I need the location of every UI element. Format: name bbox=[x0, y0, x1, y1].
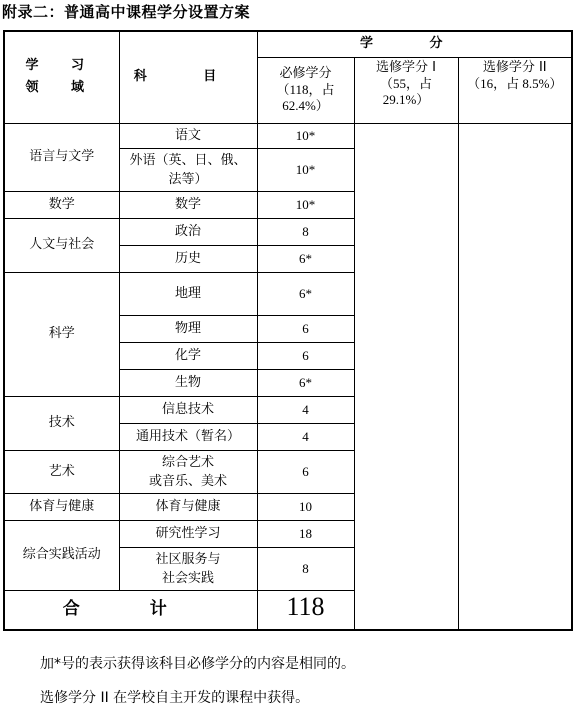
header-elective-2: 选修学分 II （16，占 8.5%） bbox=[458, 57, 572, 123]
domain-cell: 科学 bbox=[4, 272, 119, 396]
domain-cell: 综合实践活动 bbox=[4, 520, 119, 590]
header-credits: 学 分 bbox=[257, 31, 572, 57]
credit-cell: 6 bbox=[257, 450, 354, 493]
header-subject: 科 目 bbox=[119, 31, 257, 123]
header-elective-1: 选修学分 I （55，占 29.1%） bbox=[354, 57, 458, 123]
subject-cell: 通用技术（暂名） bbox=[119, 423, 257, 450]
domain-cell: 语言与文学 bbox=[4, 123, 119, 191]
credit-cell: 10 bbox=[257, 493, 354, 520]
subject-cell: 体育与健康 bbox=[119, 493, 257, 520]
credit-cell: 10* bbox=[257, 123, 354, 148]
page-title: 附录二：普通高中课程学分设置方案 bbox=[2, 3, 251, 21]
elective-1-blank bbox=[354, 123, 458, 630]
credit-cell: 6* bbox=[257, 369, 354, 396]
subject-cell: 综合艺术 或音乐、美术 bbox=[119, 450, 257, 493]
subject-cell: 外语（英、日、俄、 法等） bbox=[119, 148, 257, 191]
subject-cell: 历史 bbox=[119, 245, 257, 272]
credit-cell: 8 bbox=[257, 218, 354, 245]
credit-cell: 10* bbox=[257, 191, 354, 218]
credit-table bbox=[3, 30, 573, 631]
total-label: 合 计 bbox=[4, 590, 257, 630]
credit-cell: 18 bbox=[257, 520, 354, 547]
subject-cell: 生物 bbox=[119, 369, 257, 396]
total-value: 118 bbox=[257, 590, 354, 630]
subject-cell: 研究性学习 bbox=[119, 520, 257, 547]
credit-cell: 8 bbox=[257, 547, 354, 590]
note-elective-2: 选修学分 II 在学校自主开发的课程中获得。 bbox=[40, 690, 310, 706]
credit-cell: 4 bbox=[257, 396, 354, 423]
subject-cell: 物理 bbox=[119, 315, 257, 342]
credit-cell: 10* bbox=[257, 148, 354, 191]
elective-2-blank bbox=[458, 123, 572, 630]
subject-cell: 信息技术 bbox=[119, 396, 257, 423]
subject-cell: 语文 bbox=[119, 123, 257, 148]
domain-cell: 艺术 bbox=[4, 450, 119, 493]
subject-cell: 地理 bbox=[119, 272, 257, 315]
domain-cell: 人文与社会 bbox=[4, 218, 119, 272]
credit-cell: 6 bbox=[257, 342, 354, 369]
credit-cell: 6* bbox=[257, 272, 354, 315]
credit-cell: 6 bbox=[257, 315, 354, 342]
subject-cell: 数学 bbox=[119, 191, 257, 218]
note-asterisk: 加*号的表示获得该科目必修学分的内容是相同的。 bbox=[40, 656, 355, 672]
credit-cell: 4 bbox=[257, 423, 354, 450]
domain-cell: 体育与健康 bbox=[4, 493, 119, 520]
header-domain: 学 习 领 域 bbox=[4, 31, 119, 123]
header-required: 必修学分 （118，占 62.4%） bbox=[257, 57, 354, 123]
domain-cell: 数学 bbox=[4, 191, 119, 218]
credit-cell: 6* bbox=[257, 245, 354, 272]
subject-cell: 社区服务与 社会实践 bbox=[119, 547, 257, 590]
domain-cell: 技术 bbox=[4, 396, 119, 450]
subject-cell: 化学 bbox=[119, 342, 257, 369]
subject-cell: 政治 bbox=[119, 218, 257, 245]
